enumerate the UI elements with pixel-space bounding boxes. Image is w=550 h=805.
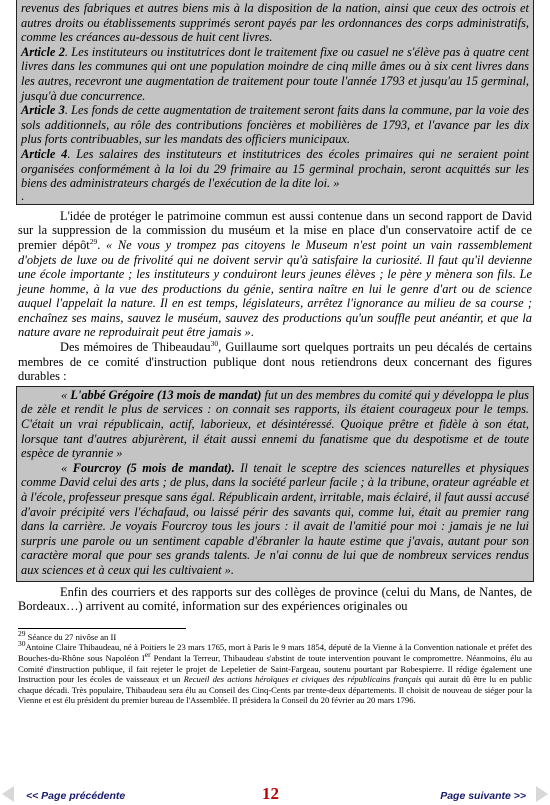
decree-end: .	[21, 188, 25, 203]
page-number: 12	[262, 784, 279, 803]
article-3-text: . Les fonds de cette augmentation de traitement seront faits dans la commune, par la voie des sols additionnels, au rôle des contributions foncières et mobilières de 1793, et l'avance par les dix plus forts contribuables, sur les mandats des officiers municipaux.	[21, 103, 529, 147]
portrait-fourcroy: « Fourcroy (5 mois de mandat). Il tenait le sceptre des sciences naturelles et physiques comme David celui des arts ; de plus, dans la société parleur facile ; à la tribune, orateur agréable et à l'école, professeur presque sans égal. Républicain ardent, irritable, mais éclairé, il faut aussi accusé d'avoir précipité vers l'échafaud, ou laissé périr des savants qui, comme lui, était au premier rang dans la carrière. Je voyais Fourcroy tous les jours : il avait de l'amitié pour moi : jamais je ne lui surpris une parole ou un sentiment capable d'ébranler la haute estime que j'avais, autant pour son caractère moral que pour ses grands talents. Je n'ai connu de lui que de nombreux services rendus aux sciences et à ceux qui les cultivaient ».	[21, 460, 529, 577]
article-3-label: Article 3	[21, 103, 65, 118]
body-paragraph-thibeaudau: Des mémoires de Thibeaudau$^{30}$, Guillaume sort quelques portraits un peu décalés de certains membres de ce comité d'instruction publique dont nous retiendrons deux concernant des figures durables :	[18, 338, 532, 384]
footnote-ref-30[interactable]: 30	[210, 338, 219, 348]
article-4-label: Article 4	[21, 146, 68, 161]
fourcroy-name: Fourcroy (5 mois de mandat).	[72, 460, 235, 475]
page-content	[16, 0, 534, 706]
article-4-text: . Les salaires des instituteurs et institutrices des écoles primaires qui ne seraient point organisées conformément à la loi du 29 frimaire au 15 germinal prochain, seront acquittés sur les biens des administrateurs chargés de l'exécution de la dite loi. »	[21, 146, 529, 191]
body-paragraph-colleges: Enfin des courriers et des rapports sur des collèges de province (celui du Mans, de Nantes, de Bordeaux…) arrivent au comité, information sur des expériences originales ou	[18, 584, 532, 614]
arrow-left-icon[interactable]	[2, 786, 14, 802]
arrow-right-icon[interactable]	[536, 786, 548, 802]
decree-intro: revenus des fabriques et autres biens mis à la disposition de la nation, ainsi que ceux des octrois et autres droits ou établissements supprimés seront payés par les ordonnances des corps administratifs, comme les créances au-dessous de huit cent livres.	[21, 1, 529, 45]
article-2	[21, 45, 529, 103]
previous-page-link[interactable]: << Page précédente	[26, 790, 126, 802]
article-2-label: Article 2	[21, 44, 65, 59]
quote-box-decree	[16, 0, 534, 205]
body-paragraph-david: L'idée de protéger le patrimoine commun est aussi contenue dans un second rapport de David sur la suppression de la commission du muséum et la mise en place d'un conservatoire actif de ce premier dépôt$^{29}$. « Ne vous y trompez pas citoyens le Museum n'est point un vain rassemblement d'objets de luxe ou de frivolité qui ne doivent servir qu'à satisfaire la curiosité. Il faut qu'il devienne une école importante ; les instituteurs y conduiront leurs jeunes élèves ; le père y mènera son fils. Le jeune homme, à la vue des productions du génie, sentira naître en lui le genre d'art ou de science auquel l'appelait la nature. Il en est temps, législateurs, arrêtez l'ignorance au milieu de sa course ; enchaînez ses mains, sauvez le muséum, sauvez des productions qu'un souffle peut anéantir, et que la nature avare ne reproduirait peut être jamais ».	[18, 208, 533, 340]
article-3	[21, 103, 529, 147]
david-quote: « Ne vous y trompez pas citoyens le Museum n'est point un vain rassemblement d'objets de luxe ou de frivolité qui ne doivent servir qu'à satisfaire la curiosité. Il faut qu'il devienne une école importante ; les instituteurs y conduiront leurs jeunes élèves ; le père y mènera son fils. Le jeune homme, à la vue des productions du génie, sentira naître en lui le genre d'art ou de science auquel l'appelait la nature. Il en est temps, législateurs, arrêtez l'ignorance au milieu de sa course ; enchaînez ses mains, sauvez le muséum, sauvez des productions qu'un souffle peut anéantir, et que la nature avare ne reproduirait peut être jamais »	[18, 237, 533, 340]
footnotes	[18, 628, 532, 706]
article-4	[21, 147, 529, 191]
footnote-29: $^{29}$ Séance du 27 nivôse an II	[18, 628, 117, 642]
gregoire-name: L'abbé Grégoire (13 mois de mandat)	[70, 387, 262, 402]
article-2-text: . Les instituteurs ou institutrices dont le traitement fixe ou casuel ne s'élève pas à quatre cent livres dans les communes qui ont une population moindre de cinq mille âmes ou à six cent livres dans les autres, recevront une augmentation de traitement pour toute l'année 1793 et jusqu'au 15 germinal, jusqu'à due concurrence.	[21, 44, 529, 103]
quote-box-portraits	[16, 386, 534, 582]
portrait-gregoire: « L'abbé Grégoire (13 mois de mandat) fut un des membres du comité qui y développa le plus de zèle et rendit le plus de services : on connait ses rapports, ils étaient courageux pour le temps. C'était un vrai républicain, actif, laborieux, et désintéressé. Quoique prêtre et fidèle à son état, lorsque tant d'autres abjurèrent, il était aussi ennemi du fanatisme que du despotisme et de toute espèce de tyrannie »	[21, 387, 529, 461]
page-navigation	[0, 784, 550, 805]
footnote-separator	[18, 628, 186, 629]
footnote-30: $^{30}$Antoine Claire Thibaudeau, né à Poitiers le 23 mars 1765, mort à Paris le 9 mars 1854, député de la Vienne à la Convention nationale et préfet des Bouches-du-Rhône sous Napoléon Ier Pendant la Terreur, Thibaudeau s'abstint de toute intervention pouvant le compromettre. Néanmoins, élu au Comité d'instruction publique, il fait rejeter le projet de Lepeletier de Saint-Fargeau, soutenu pourtant par Robespierre. Il rédige également une Instruction pour les écoles de vaisseaux et un Recueil des actions héroïques et civiques des républicains français qui aurait dû être lu en public chaque décadi. Très populaire, Thibaudeau sera élu au Conseil des Cinq-Cents par trente-deux départements. Il choisit de nouveau de siéger pour la Vienne et est élu président du premier bureau de l'Assemblée. Il présidera la Conseil du 20 février au 20 mars 1796.	[18, 639, 532, 706]
footnote-ref-29[interactable]: 29	[89, 236, 98, 246]
next-page-link[interactable]: Page suivante >>	[440, 790, 526, 802]
